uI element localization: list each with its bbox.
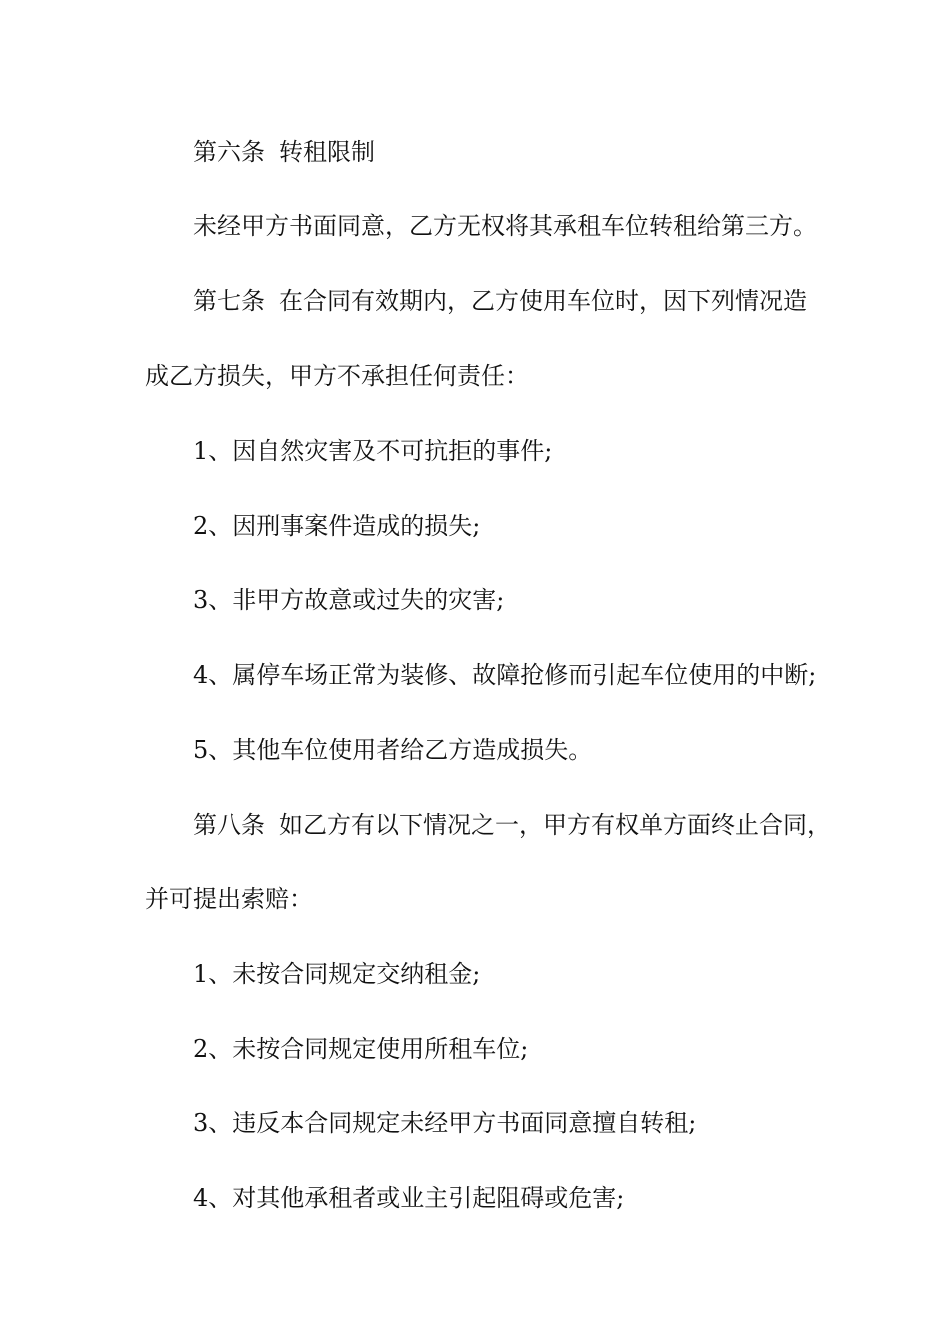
article-8-continuation: 并可提出索赔： — [145, 885, 313, 913]
article-7-item-1: 1、因自然灾害及不可抗拒的事件; — [193, 437, 553, 465]
article-7-item-3: 3、非甲方故意或过失的灾害; — [193, 586, 505, 614]
article-7-continuation: 成乙方损失，甲方不承担任何责任： — [145, 362, 529, 390]
article-7-item-4: 4、属停车场正常为装修、故障抢修而引起车位使用的中断; — [193, 661, 817, 689]
article-6-body: 未经甲方书面同意，乙方无权将其承租车位转租给第三方。 — [193, 212, 817, 240]
article-8-item-4: 4、对其他承租者或业主引起阻碍或危害; — [193, 1184, 625, 1212]
article-title: 转租限制 — [279, 138, 375, 166]
article-number: 第七条 — [193, 287, 265, 315]
article-8-heading — [193, 810, 831, 840]
article-7-item-5: 5、其他车位使用者给乙方造成损失。 — [193, 736, 593, 764]
article-7-heading — [193, 286, 807, 316]
article-8-item-2: 2、未按合同规定使用所租车位; — [193, 1035, 529, 1063]
article-text: 如乙方有以下情况之一，甲方有权单方面终止合同， — [279, 811, 831, 839]
article-7-item-2: 2、因刑事案件造成的损失; — [193, 512, 481, 540]
article-6-heading — [193, 137, 375, 167]
article-number: 第六条 — [193, 138, 265, 166]
article-text: 在合同有效期内，乙方使用车位时，因下列情况造 — [279, 287, 807, 315]
article-number: 第八条 — [193, 811, 265, 839]
article-8-item-1: 1、未按合同规定交纳租金; — [193, 960, 481, 988]
article-8-item-3: 3、违反本合同规定未经甲方书面同意擅自转租; — [193, 1109, 697, 1137]
